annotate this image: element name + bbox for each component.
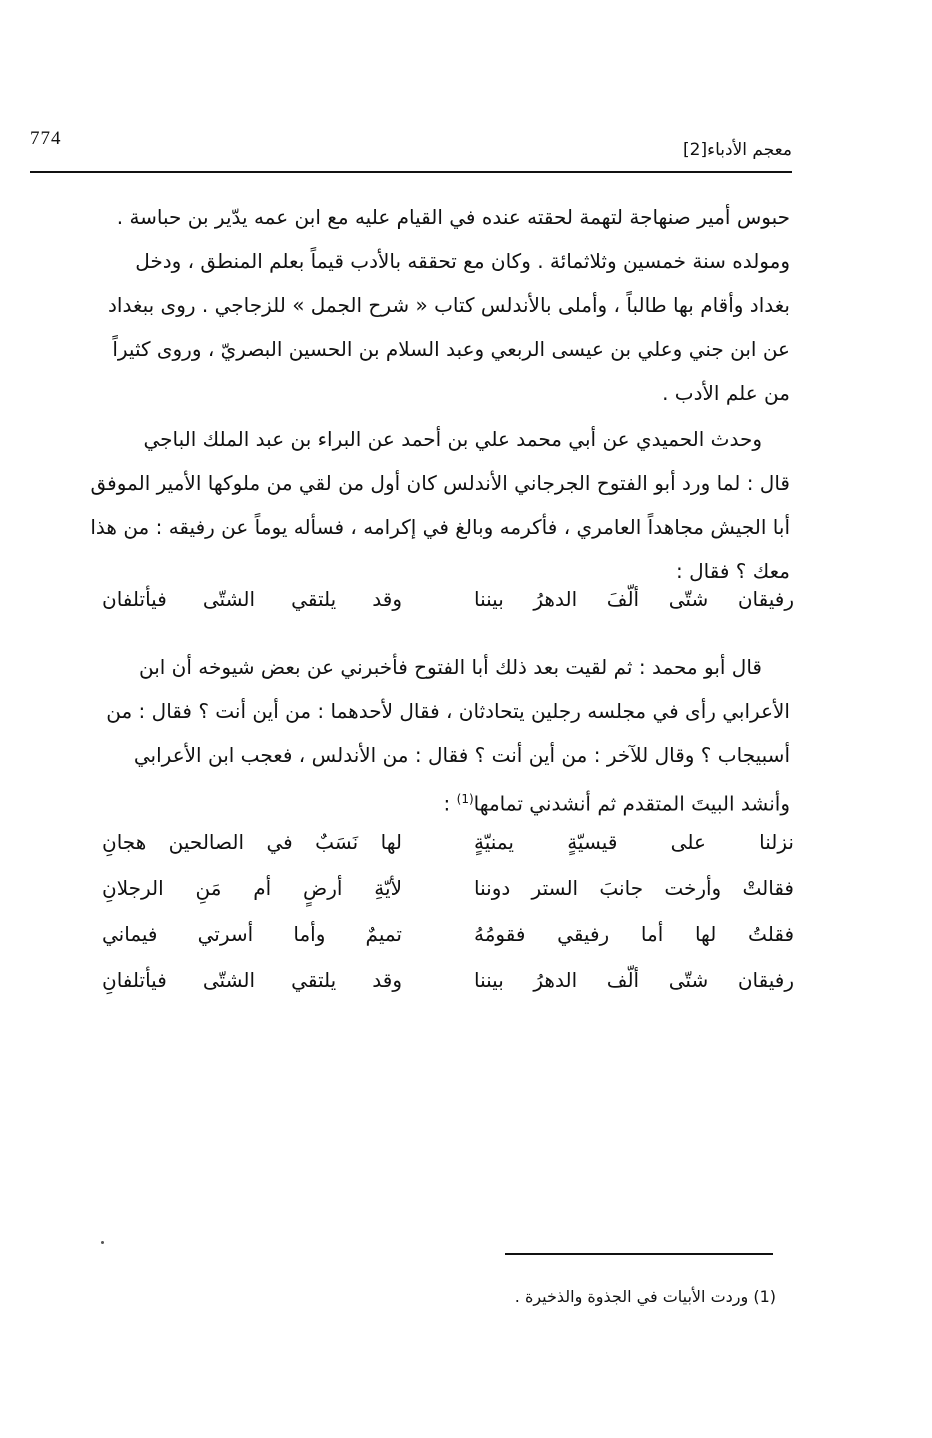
verse-hemistich-right: فقلتُ لها أما رفيقي فقومُهُ: [474, 922, 794, 946]
text-line: ومولده سنة خمسين وثلاثمائة . وكان مع تحققه بالأدب قيماً بعلم المنطق ، ودخل: [135, 249, 790, 273]
text-line: وحدث الحميدي عن أبي محمد علي بن أحمد عن البراء بن عبد الملك الباجي: [143, 427, 762, 451]
poem-verse: [94, 876, 794, 916]
poem-verse: [94, 922, 794, 962]
footnote-marker: (1): [456, 792, 474, 806]
page-number: 774: [30, 128, 62, 149]
verse-hemistich-left: وقد يلتقي الشتّى فيأتلفان: [102, 587, 402, 611]
poem: [94, 830, 794, 1010]
text-line: بغداد وأقام بها طالباً ، وأملى بالأندلس كتاب « شرح الجمل » للزجاجي . روى ببغداد: [107, 293, 790, 317]
footnote-rule: [505, 1253, 773, 1255]
text-line: حبوس أمير صنهاجة لتهمة لحقته عنده في القيام عليه مع ابن عمه يدّير بن حباسة .: [116, 205, 790, 229]
poem-verse: [94, 830, 794, 870]
verse-hemistich-left: وقد يلتقي الشتّى فيأتلفانِ: [102, 968, 402, 992]
text-line: قال : لما ورد أبو الفتوح الجرجاني الأندلس كان أول من لقي من ملوكها الأمير الموفق: [90, 471, 790, 495]
text-line: [38, 777, 790, 826]
scan-speck: [101, 1241, 104, 1244]
text-line: الأعرابي رأى في مجلسه رجلين يتحادثان ، فقال لأحدهما : من أين أنت ؟ فقال : من: [106, 699, 790, 723]
text-line: معك ؟ فقال :: [676, 559, 790, 583]
text-line: عن ابن جني وعلي بن عيسى الربعي وعبد السلام بن الحسين البصريّ ، وروى كثيراً: [112, 337, 790, 361]
verse-hemistich-left: تميمٌ وأما أسرتي فيماني: [102, 922, 402, 946]
verse-hemistich-left: لأيّةِ أرضٍ أم مَنِ الرجلانِ: [102, 876, 402, 900]
text-line: أسبيجاب ؟ وقال للآخر : من أين أنت ؟ فقال : من الأندلس ، فعجب ابن الأعرابي: [133, 743, 790, 767]
text-fragment: :: [443, 791, 457, 816]
text-fragment: وأنشد البيتَ المتقدم ثم أنشدني تمامها: [473, 791, 790, 816]
paragraph-1: [38, 195, 790, 415]
footnote: (1) وردت الأبيات في الجذوة والذخيرة .: [514, 1287, 776, 1306]
verse-hemistich-right: نزلنا على قيسيّةٍ يمنيّةٍ: [474, 830, 794, 854]
verse-row: [94, 587, 794, 627]
verse-hemistich-right: فقالتْ وأرخت جانبَ الستر دوننا: [474, 876, 794, 900]
verse-hemistich-right: رفيقان شتّى ألّف الدهرُ بيننا: [474, 968, 794, 992]
header-rule: [30, 171, 792, 173]
verse-hemistich-right: رفيقان شتّى ألّفَ الدهرُ بيننا: [474, 587, 794, 611]
verse-hemistich-left: لها نَسَبٌ في الصالحين هجانِ: [102, 830, 402, 854]
paragraph-3: [38, 645, 790, 826]
paragraph-2: [38, 417, 790, 593]
running-head: معجم الأدباء[2]: [683, 140, 792, 160]
text-line: قال أبو محمد : ثم لقيت بعد ذلك أبا الفتوح فأخبرني عن بعض شيوخه أن ابن: [138, 655, 762, 679]
verse-couplet: [94, 587, 794, 631]
text-line: أبا الجيش مجاهداً العامري ، فأكرمه وبالغ في إكرامه ، فسأله يوماً عن رفيقه : من هذا: [90, 515, 790, 539]
text-line: من علم الأدب .: [662, 381, 790, 405]
poem-verse: [94, 968, 794, 1008]
